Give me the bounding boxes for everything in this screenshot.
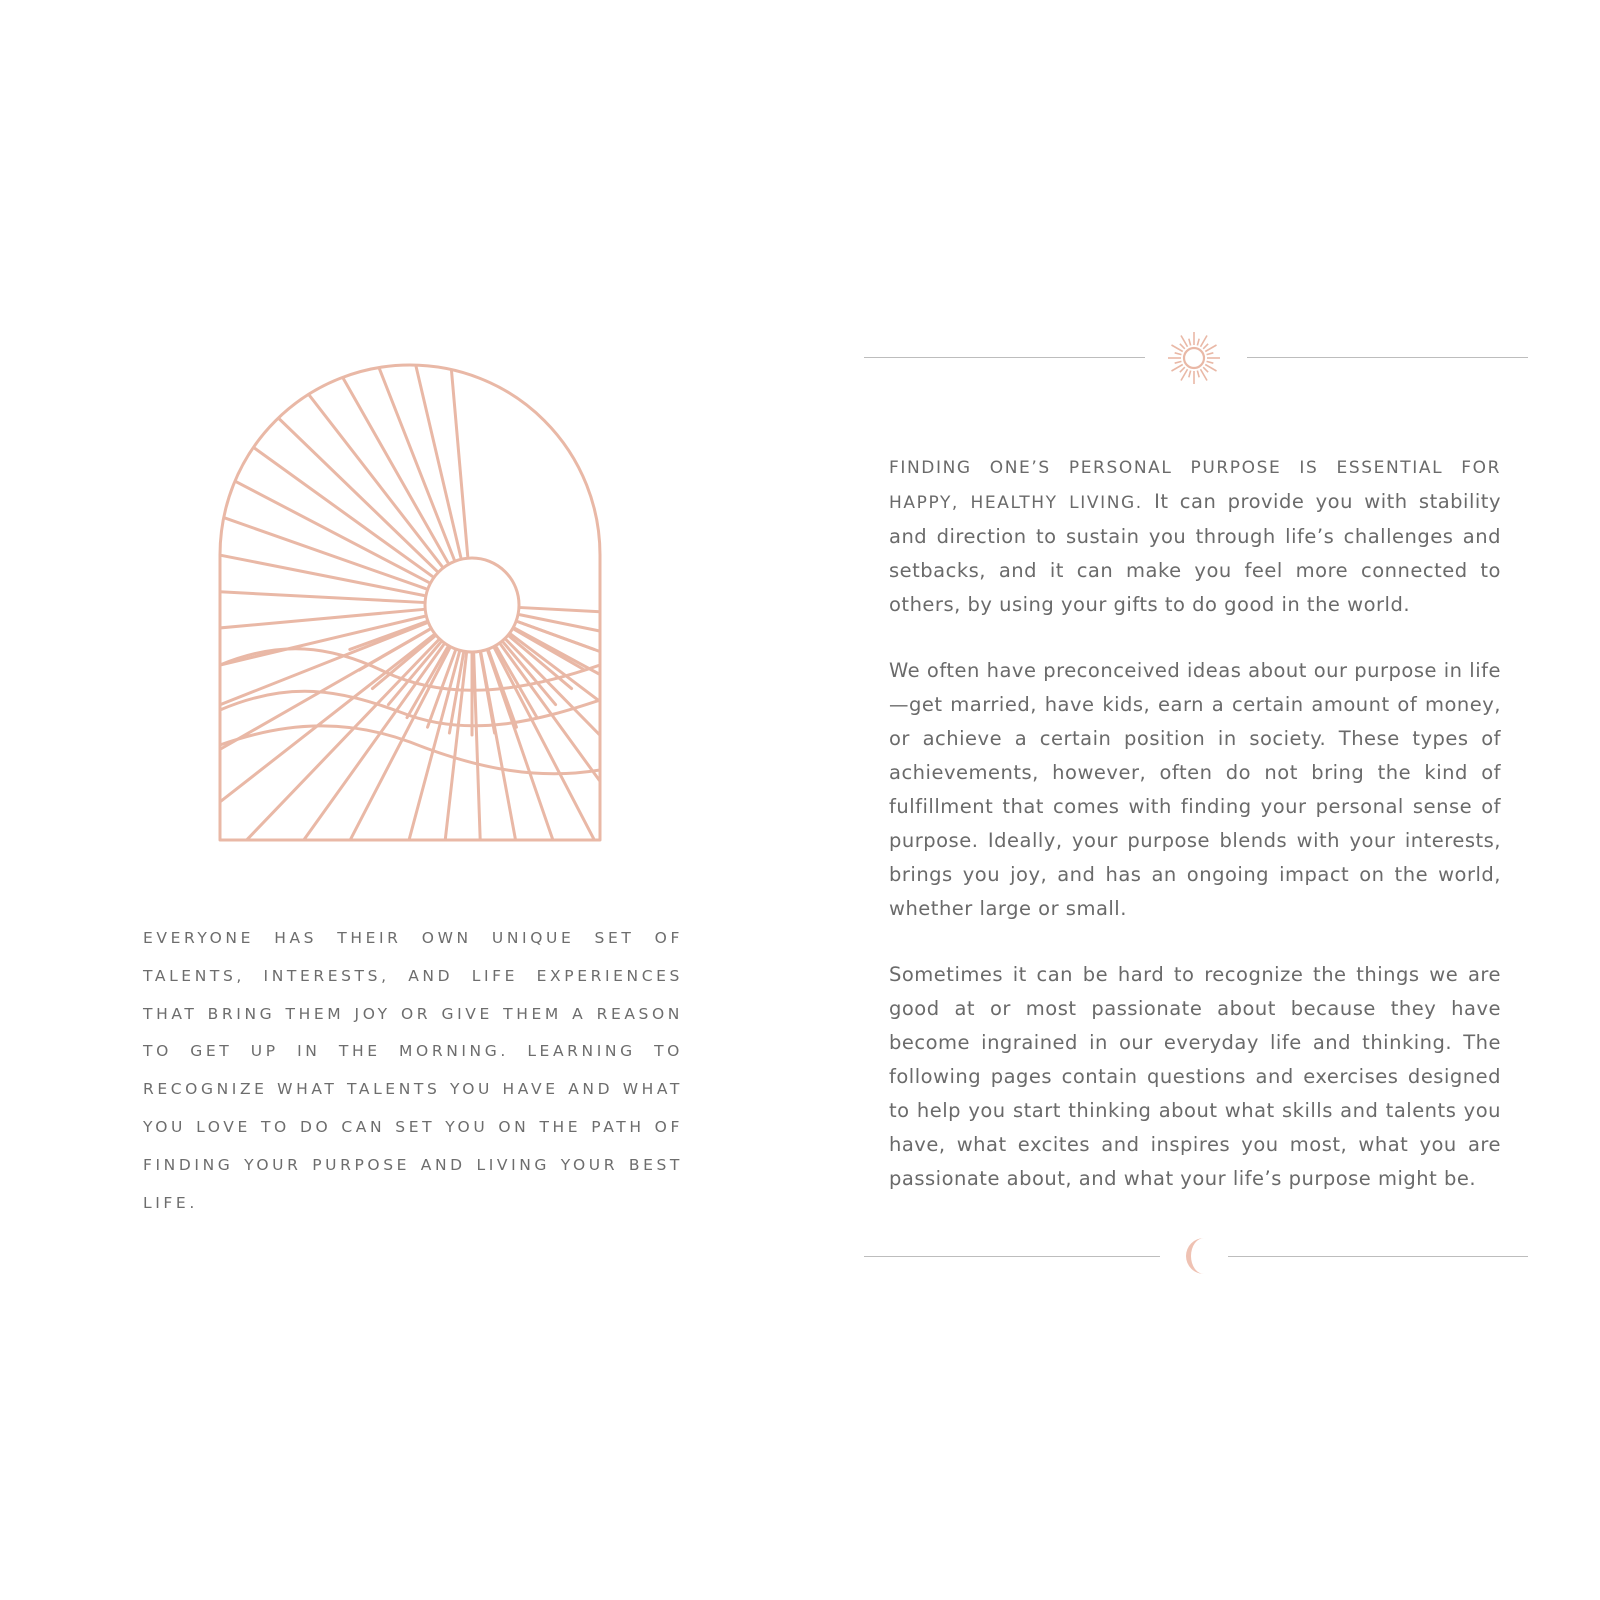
sunburst-ray: [1180, 344, 1185, 349]
sunburst-ray: [1189, 371, 1191, 378]
paragraph-1-lead: FINDING ONE’S PERSONAL PURPOSE IS ESSENTIAL FOR HAPPY, HEALTHY LIVING.: [889, 458, 1501, 513]
arch-sunrise-illustration: [210, 360, 610, 850]
top-divider-right: [1247, 357, 1528, 358]
paragraph-2: We often have preconceived ideas about our purpose in life—get married, have kids, earn a certain amount of money, or achieve a certain position in society. These types of achievements, however, often do not bring the kind of fulfillment that comes with finding your personal sense of purpose. Ideally, your purpose blends with your interests, brings you joy, and has an ongoing impact on the world, whether large or small.: [889, 659, 1501, 920]
sunburst-ray: [1180, 367, 1185, 372]
sun-ray: [210, 360, 432, 576]
sun-circle: [425, 558, 519, 652]
paragraph-1-body: It can provide you with stability and direction to sustain you through life’s challenges and setbacks, and it can make you feel more connected to others, by using your gifts to do good in the world.: [889, 490, 1501, 616]
left-intro-text: EVERYONE HAS THEIR OWN UNIQUE SET OF TALENTS, INTERESTS, AND LIFE EXPERIENCES THAT BRING THEM JOY OR GIVE THEM A REASON TO GET UP IN THE MORNING. LEARNING TO RECOGNIZE WHAT TALENTS YOU HAVE AND WHAT YOU LOVE TO DO CAN SET YOU ON THE PATH OF FINDING YOUR PURPOSE AND LIVING YOUR BEST LIFE.: [143, 929, 683, 1212]
crescent-moon-icon: [1180, 1236, 1216, 1276]
sun-ray: [210, 640, 438, 850]
paragraph-1: [889, 450, 1501, 622]
sun-ray: [210, 523, 424, 595]
sun-ray: [210, 583, 423, 602]
sunburst-ray: [1175, 353, 1182, 355]
bottom-divider-right: [1228, 1256, 1528, 1257]
bottom-divider-left: [864, 1256, 1160, 1257]
sunburst-ray: [1189, 339, 1191, 346]
top-divider-left: [864, 357, 1145, 358]
sunburst-ray: [1203, 367, 1208, 372]
sun-rays: [210, 360, 610, 850]
sunburst-ray: [1197, 371, 1199, 378]
sun-burst-icon: [1166, 330, 1222, 386]
sun-ray: [279, 649, 450, 850]
paragraph-3: Sometimes it can be hard to recognize the things we are good at or most passionate about because they have become ingrained in our everyday life and thinking. The following pages contain questions and exercises designed to help you start thinking about what skills and talents you have, what excites and inspires you most, what you are passionate about, and what your life’s purpose might be.: [889, 963, 1501, 1190]
sunburst-ray: [1175, 361, 1182, 363]
right-page-body: [889, 450, 1501, 1228]
sunburst-ray: [1197, 339, 1199, 346]
sunburst-ray: [1203, 344, 1208, 349]
sunburst-ray: [1207, 361, 1214, 363]
sun-ray: [319, 360, 454, 559]
sun-ray: [215, 360, 442, 566]
sunburst-ray: [1207, 353, 1214, 355]
